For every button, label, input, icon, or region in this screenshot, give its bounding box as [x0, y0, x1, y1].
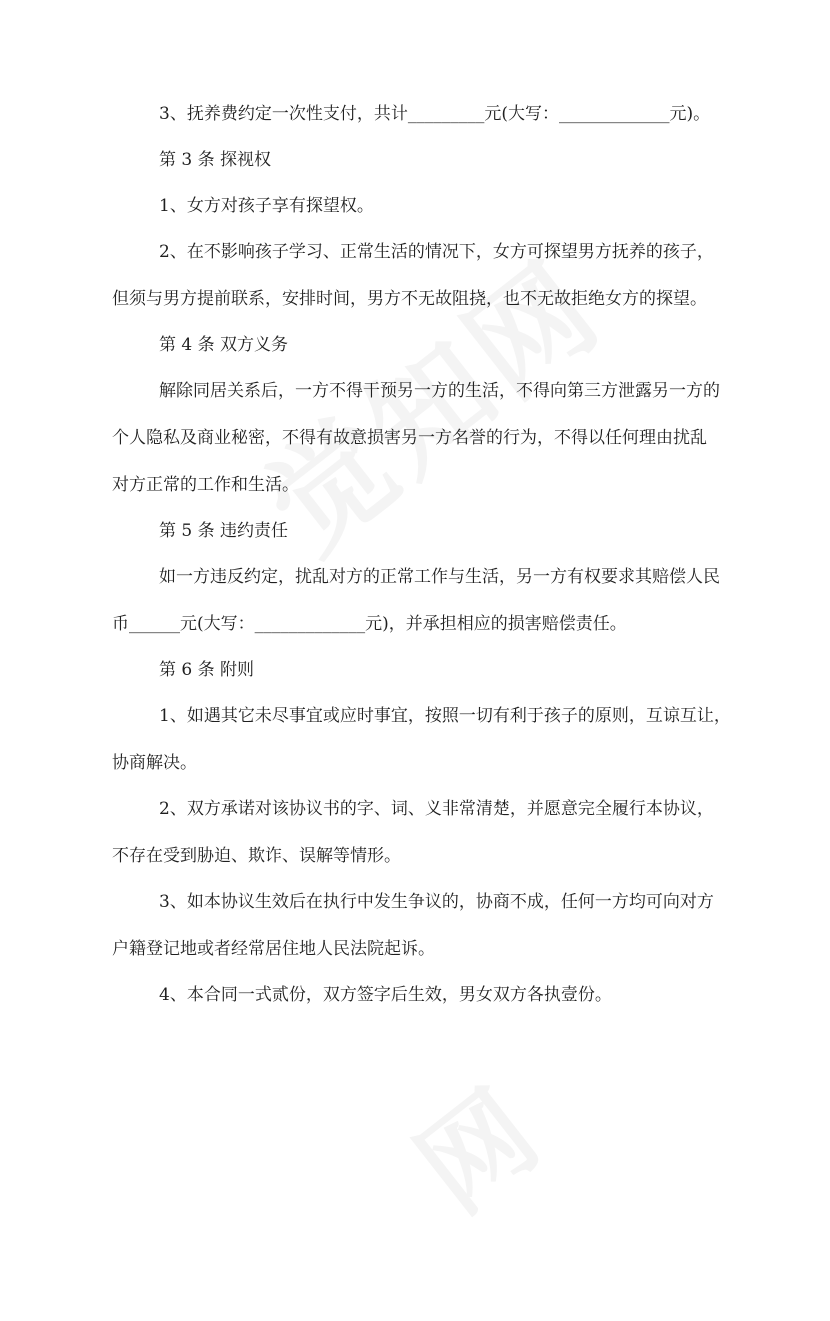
paragraph-line: 3、如本协议生效后在执行中发生争议的，协商不成，任何一方均可向对方 — [159, 892, 714, 912]
paragraph-line: 4、本合同一式贰份，双方签字后生效，男女双方各执壹份。 — [159, 985, 612, 1005]
watermark-bottom — [300, 979, 660, 1321]
paragraph-line: 币______元(大写：_____________元)，并承担相应的损害赔偿责任。 — [112, 614, 627, 634]
paragraph-line: 2、在不影响孩子学习、正常生活的情况下，女方可探望男方抚养的孩子， — [159, 242, 714, 262]
paragraph-line: 户籍登记地或者经常居住地人民法院起诉。 — [112, 939, 435, 959]
article-heading: 第 4 条 双方义务 — [159, 335, 289, 355]
paragraph-line: 个人隐私及商业秘密，不得有故意损害另一方名誉的行为，不得以任何理由扰乱 — [112, 428, 707, 448]
paragraph-line: 协商解决。 — [112, 753, 197, 773]
paragraph-line: 但须与男方提前联系，安排时间，男方不无故阻挠，也不无故拒绝女方的探望。 — [112, 289, 707, 309]
paragraph-line: 如一方违反约定，扰乱对方的正常工作与生活，另一方有权要求其赔偿人民 — [159, 567, 720, 587]
article-heading: 第 5 条 违约责任 — [159, 521, 289, 541]
article-heading: 第 3 条 探视权 — [159, 150, 272, 170]
paragraph-line: 不存在受到胁迫、欺诈、误解等情形。 — [112, 846, 401, 866]
article-heading: 第 6 条 附则 — [159, 660, 255, 680]
paragraph-line: 对方正常的工作和生活。 — [112, 475, 299, 495]
paragraph-line: 1、如遇其它未尽事宜或应时事宜，按照一切有利于孩子的原则，互谅互让， — [159, 706, 731, 726]
paragraph-line: 解除同居关系后，一方不得干预另一方的生活，不得向第三方泄露另一方的 — [159, 381, 720, 401]
paragraph-line: 1、女方对孩子享有探望权。 — [159, 196, 374, 216]
paragraph-line: 3、抚养费约定一次性支付，共计_________元(大写：_____________元)。 — [159, 104, 711, 124]
document-body — [112, 103, 731, 1006]
paragraph-line: 2、双方承诺对该协议书的字、词、义非常清楚，并愿意完全履行本协议， — [159, 799, 714, 819]
